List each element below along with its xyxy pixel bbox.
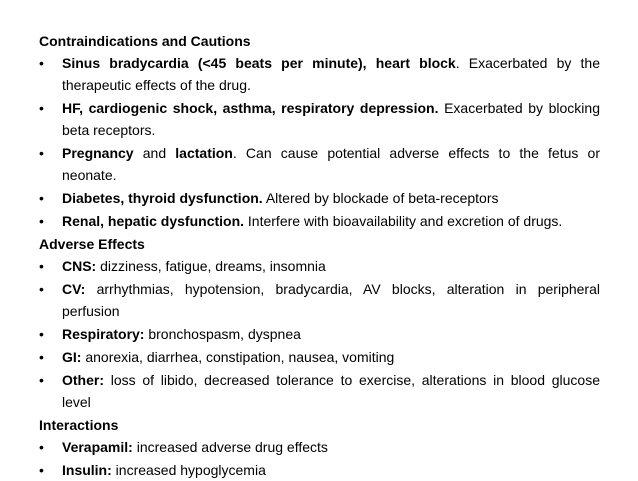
- list-item: [39, 210, 600, 232]
- bullet-icon: •: [39, 372, 44, 388]
- list-item: [39, 323, 600, 345]
- item-term: Renal, hepatic dysfunction.: [62, 213, 245, 229]
- item-term: Other:: [62, 372, 104, 388]
- bullet-icon: •: [39, 326, 44, 342]
- section-contraindications: [39, 30, 600, 232]
- item-text: . Can cause potential adverse effects to the fetus or neonate.: [62, 145, 600, 183]
- item-text: Altered by blockade of beta-receptors: [262, 190, 499, 206]
- item-text: . Exacerbated by the therapeutic effects of the drug.: [62, 55, 600, 93]
- item-text: Exacerbated by blocking beta receptors.: [62, 100, 600, 138]
- section-interactions: [39, 414, 600, 481]
- bullet-icon: •: [39, 100, 44, 116]
- item-text: bronchospasm, dyspnea: [144, 326, 301, 342]
- bullet-icon: •: [39, 213, 44, 229]
- item-term: CV:: [62, 281, 86, 297]
- list-item: [39, 436, 600, 458]
- section-heading-adverse-effects: Adverse Effects: [39, 236, 145, 252]
- item-text: increased adverse drug effects: [132, 439, 328, 455]
- list-item: [39, 369, 600, 413]
- bullet-icon: •: [39, 281, 44, 297]
- item-term: Respiratory:: [62, 326, 145, 342]
- item-term: Sinus bradycardia (<45 beats per minute), heart block: [62, 55, 456, 71]
- bullet-icon: •: [39, 55, 44, 71]
- list-item: [39, 187, 600, 209]
- item-term: Insulin:: [62, 462, 112, 478]
- bullet-icon: •: [39, 145, 44, 161]
- item-text: dizziness, fatigue, dreams, insomnia: [96, 258, 326, 274]
- list-item: [39, 142, 600, 186]
- list-item: [39, 278, 600, 322]
- item-text: increased hypoglycemia: [111, 462, 266, 478]
- item-text: anorexia, diarrhea, constipation, nausea, vomiting: [81, 349, 395, 365]
- contraindications-list: [39, 52, 600, 232]
- list-item: [39, 255, 600, 277]
- list-item: [39, 52, 600, 96]
- item-term: GI:: [62, 349, 82, 365]
- item-text: Interfere with bioavailability and excretion of drugs.: [244, 213, 563, 229]
- bullet-icon: •: [39, 462, 44, 478]
- item-text: arrhythmias, hypotension, bradycardia, AV blocks, alteration in peripheral perfusion: [62, 281, 600, 319]
- section-adverse-effects: [39, 233, 600, 413]
- item-term: HF, cardiogenic shock, asthma, respiratory depression.: [62, 100, 439, 116]
- bullet-icon: •: [39, 190, 44, 206]
- bullet-icon: •: [39, 258, 44, 274]
- item-term: lactation: [175, 145, 233, 161]
- item-text: loss of libido, decreased tolerance to exercise, alterations in blood glucose level: [62, 372, 600, 410]
- interactions-list: [39, 436, 600, 481]
- section-heading-interactions: Interactions: [39, 417, 119, 433]
- list-item: [39, 346, 600, 368]
- item-term: Verapamil:: [62, 439, 133, 455]
- list-item: [39, 97, 600, 141]
- adverse-effects-list: [39, 255, 600, 413]
- item-term: Pregnancy: [62, 145, 134, 161]
- item-term: CNS:: [62, 258, 97, 274]
- bullet-icon: •: [39, 349, 44, 365]
- item-term: Diabetes, thyroid dysfunction.: [62, 190, 263, 206]
- section-heading-contraindications: Contraindications and Cautions: [39, 33, 251, 49]
- bullet-icon: •: [39, 439, 44, 455]
- item-text: and: [133, 145, 176, 161]
